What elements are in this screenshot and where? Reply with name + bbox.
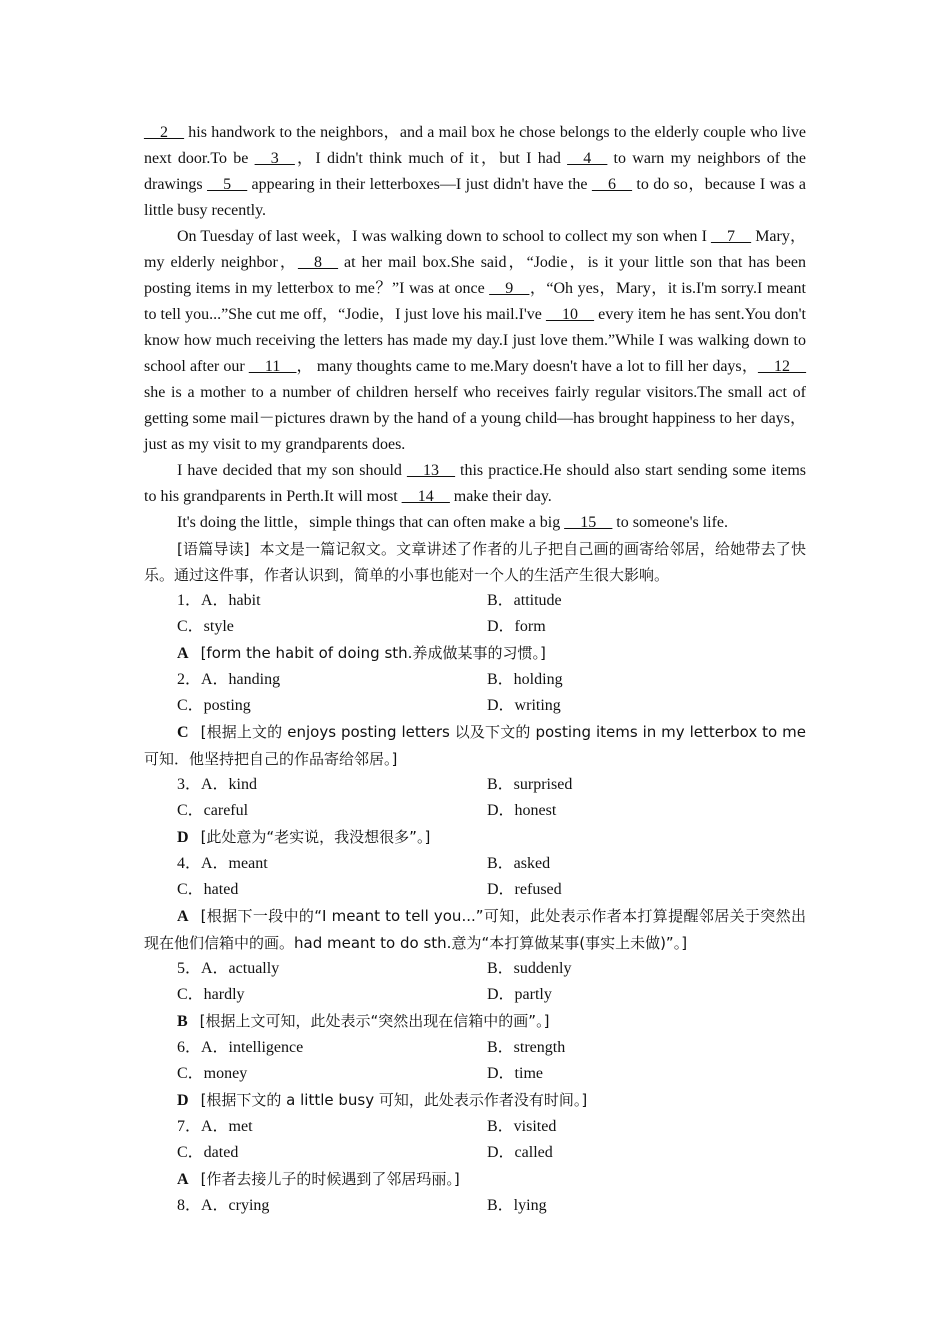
option-b: B．attitude <box>487 592 562 609</box>
answer-key: C <box>177 724 189 741</box>
option-row <box>144 1140 806 1166</box>
option-a: 8．A．crying <box>177 1197 270 1214</box>
passage-text: Mary，my elderly neighbor， <box>144 228 806 271</box>
answer-explanation <box>144 640 806 667</box>
explanation-text: [作者去接儿子的时候遇到了邻居玛丽。] <box>200 1170 460 1188</box>
answer-key: D <box>177 1092 189 1109</box>
option-c: C．posting <box>177 697 251 714</box>
cloze-blank: __10__ <box>546 306 594 323</box>
passage-text: this practice.He should also start sending some items to his grandparents in Perth.It will most <box>144 462 806 505</box>
explanation-text: [根据下一段中的“I meant to tell you...”可知，此处表示作者本打算提醒邻居关于突然出现在他们信箱中的画。had meant to do sth.意为“本打算做某事(事实上未做)”。] <box>144 907 806 952</box>
passage-text: his handwork to the neighbors，and a mail box he chose belongs to the elderly couple who live next door.To be <box>144 124 806 167</box>
answer-explanation <box>144 1008 806 1035</box>
cloze-blank: __13__ <box>406 462 455 479</box>
option-row <box>144 588 806 614</box>
passage-text: It's doing the little，simple things that can often make a big <box>177 514 565 531</box>
question-list <box>144 588 806 1219</box>
option-row <box>144 1193 806 1219</box>
answer-key: A <box>177 645 189 662</box>
passage-paragraph-4 <box>144 510 806 536</box>
passage-paragraph-3 <box>144 458 806 510</box>
cloze-blank: __11__ <box>248 358 297 375</box>
option-d: D．refused <box>487 881 562 898</box>
option-b: B．asked <box>487 855 551 872</box>
option-a: 5．A．actually <box>177 960 280 977</box>
explanation-text: [form the habit of doing sth.养成做某事的习惯。] <box>200 644 546 662</box>
option-row <box>144 851 806 877</box>
passage-text: she is a mother to a number of children herself who receives fairly regular visitors.The small act of getting some mail－pictures drawn by the hand of a young child—has brought happiness to her days，just as my visit to my grandparents does. <box>144 384 806 453</box>
answer-key: B <box>177 1013 188 1030</box>
document-page <box>144 120 806 1219</box>
option-c: C．dated <box>177 1144 239 1161</box>
passage-text: ，I didn't think much of it，but I had <box>294 150 568 167</box>
option-d: D．honest <box>487 802 557 819</box>
option-row <box>144 877 806 903</box>
reading-guide-text: 本文是一篇记叙文。文章讲述了作者的儿子把自己画的画寄给邻居，给她带去了快乐。通过这件事，作者认识到，简单的小事也能对一个人的生活产生很大影响。 <box>144 540 806 584</box>
cloze-blank: __8__ <box>297 254 338 271</box>
passage-text: at her mail box.She said，“Jodie，is it your little son that has been posting items in my letterbox to me？”I was at once <box>144 254 806 297</box>
option-row <box>144 667 806 693</box>
option-a: 6．A．intelligence <box>177 1039 304 1056</box>
passage-text: to someone's life. <box>612 514 729 531</box>
option-row <box>144 614 806 640</box>
passage-text: to do so，because I was a little busy recently. <box>144 176 806 219</box>
option-a: 1．A．habit <box>177 592 261 609</box>
option-c: C．money <box>177 1065 248 1082</box>
cloze-blank: __12__ <box>758 358 806 375</box>
option-b: B．surprised <box>487 776 573 793</box>
option-d: D．partly <box>487 986 552 1003</box>
answer-explanation <box>144 903 806 956</box>
option-row <box>144 956 806 982</box>
answer-key: A <box>177 908 189 925</box>
option-d: D．form <box>487 618 546 635</box>
option-row <box>144 798 806 824</box>
option-row <box>144 1114 806 1140</box>
explanation-text: [根据上文的 enjoys posting letters 以及下文的 posting items in my letterbox to me 可知．他坚持把自己的作品寄给邻居。] <box>144 723 806 768</box>
answer-key: D <box>177 829 189 846</box>
option-b: B．visited <box>487 1118 557 1135</box>
option-b: B．suddenly <box>487 960 572 977</box>
passage-text: every item he has sent.You don't know how much receiving the letters has made my day.I just love them.”While I was walking down to school after our <box>144 306 806 375</box>
option-c: C．careful <box>177 802 249 819</box>
passage-text: appearing in their letterboxes—I just didn't have the <box>247 176 592 193</box>
reading-guide-label: [语篇导读] <box>177 540 250 558</box>
option-b: B．lying <box>487 1197 547 1214</box>
option-d: D．time <box>487 1065 543 1082</box>
cloze-blank: __5__ <box>207 176 248 193</box>
option-row <box>144 1061 806 1087</box>
option-d: D．writing <box>487 697 561 714</box>
option-a: 3．A．kind <box>177 776 258 793</box>
cloze-blank: __4__ <box>567 150 608 167</box>
passage-text: ， many thoughts came to me.Mary doesn't have a lot to fill her days， <box>296 358 758 375</box>
passage-paragraph-2 <box>144 224 806 458</box>
answer-key: A <box>177 1171 189 1188</box>
cloze-blank: __7__ <box>711 228 752 245</box>
explanation-text: [此处意为“老实说，我没想很多”。] <box>200 828 431 846</box>
option-row <box>144 982 806 1008</box>
cloze-blank: __14__ <box>401 488 450 505</box>
option-row <box>144 1035 806 1061</box>
option-a: 2．A．handing <box>177 671 281 688</box>
passage-paragraph-1 <box>144 120 806 224</box>
answer-explanation <box>144 1087 806 1114</box>
option-b: B．strength <box>487 1039 566 1056</box>
option-c: C．style <box>177 618 234 635</box>
cloze-blank: __3__ <box>254 150 295 167</box>
answer-explanation <box>144 1166 806 1193</box>
passage-text: ，“Oh yes，Mary，it is.I'm sorry.I meant to tell you...”She cut me off，“Jodie，I just love his mail.I've <box>144 280 806 323</box>
answer-explanation <box>144 824 806 851</box>
reading-guide <box>144 536 806 588</box>
option-c: C．hardly <box>177 986 245 1003</box>
cloze-blank: __2__ <box>144 124 184 141</box>
explanation-text: [根据上文可知，此处表示“突然出现在信箱中的画”。] <box>199 1012 550 1030</box>
passage-text: to warn my neighbors of the drawings <box>144 150 806 193</box>
option-b: B．holding <box>487 671 563 688</box>
passage-text: I have decided that my son should <box>177 462 407 479</box>
cloze-blank: __6__ <box>591 176 632 193</box>
option-d: D．called <box>487 1144 553 1161</box>
option-row <box>144 693 806 719</box>
option-a: 7．A．met <box>177 1118 253 1135</box>
option-a: 4．A．meant <box>177 855 268 872</box>
passage-text: make their day. <box>449 488 552 505</box>
answer-explanation <box>144 719 806 772</box>
passage-text: On Tuesday of last week，I was walking down to school to collect my son when I <box>177 228 712 245</box>
option-row <box>144 772 806 798</box>
explanation-text: [根据下文的 a little busy 可知，此处表示作者没有时间。] <box>200 1091 588 1109</box>
cloze-blank: __15__ <box>564 514 613 531</box>
cloze-blank: __9__ <box>489 280 530 297</box>
option-c: C．hated <box>177 881 239 898</box>
